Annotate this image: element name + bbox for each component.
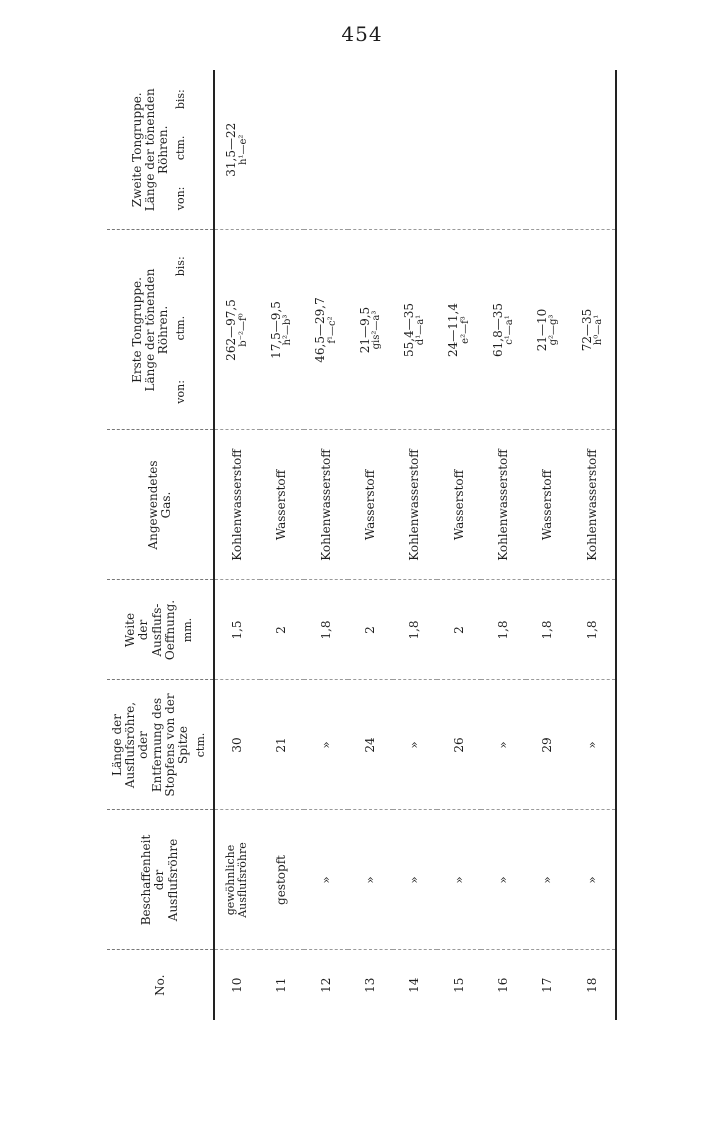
cell-beschaffenheit: gestopft bbox=[260, 810, 304, 950]
laenge-unit: ctm. bbox=[194, 732, 208, 758]
table-body bbox=[214, 70, 616, 1020]
table-row bbox=[437, 70, 481, 1020]
cell-no: 16 bbox=[496, 977, 511, 993]
cell-beschaffenheit: » bbox=[437, 810, 481, 950]
cell-zweite: 31,5—22 h¹—e² bbox=[214, 70, 260, 230]
page-number: 454 bbox=[341, 22, 383, 46]
cell-gas: Kohlenwasserstoff bbox=[570, 430, 616, 580]
cell-weite: 1,8 bbox=[304, 580, 348, 680]
table-row bbox=[393, 70, 437, 1020]
cell-no: 13 bbox=[362, 977, 377, 993]
data-table bbox=[107, 70, 617, 1020]
cell-zweite bbox=[393, 70, 437, 230]
cell-erste: 46,5—29,7 f¹—c² bbox=[304, 230, 348, 430]
cell-weite: 1,8 bbox=[570, 580, 616, 680]
cell-weite: 2 bbox=[348, 580, 392, 680]
cell-weite: 2 bbox=[260, 580, 304, 680]
cell-no: 11 bbox=[274, 977, 289, 993]
erste-units: von: ctm. bis: bbox=[174, 256, 188, 404]
cell-zweite bbox=[260, 70, 304, 230]
cell-laenge: 29 bbox=[526, 680, 570, 810]
erste-note: e²—f³ bbox=[459, 316, 471, 344]
header-erste-tongruppe: Erste Tongruppe. Länge der tönenden Röhren. von: ctm. bis: bbox=[107, 230, 214, 430]
header-zweite-tongruppe: Zweite Tongruppe. Länge der tönenden Röhren. von: ctm. bis: bbox=[107, 70, 214, 230]
cell-erste: 72—35 h⁰—a¹ bbox=[570, 230, 616, 430]
cell-beschaffenheit: » bbox=[304, 810, 348, 950]
table-row bbox=[304, 70, 348, 1020]
header-beschaffenheit: Beschaffenheit der Ausflufsröhre bbox=[107, 810, 214, 950]
cell-erste: 61,8—35 c¹—a¹ bbox=[481, 230, 525, 430]
cell-zweite bbox=[570, 70, 616, 230]
cell-laenge: » bbox=[481, 680, 525, 810]
cell-gas: Wasserstoff bbox=[260, 430, 304, 580]
table-row bbox=[260, 70, 304, 1020]
table-row bbox=[214, 70, 260, 1020]
data-table-rotated bbox=[107, 70, 617, 1020]
cell-zweite bbox=[526, 70, 570, 230]
cell-erste: 55,4—35 d¹—a¹ bbox=[393, 230, 437, 430]
cell-beschaffenheit: » bbox=[348, 810, 392, 950]
cell-beschaffenheit: gewöhnliche Ausflufsröhre bbox=[214, 810, 260, 950]
cell-no: 14 bbox=[407, 977, 422, 993]
cell-beschaffenheit: » bbox=[393, 810, 437, 950]
zweite-note: h¹—e² bbox=[237, 134, 249, 165]
header-row bbox=[107, 70, 214, 1020]
table-row bbox=[570, 70, 616, 1020]
cell-zweite bbox=[304, 70, 348, 230]
table-row bbox=[481, 70, 525, 1020]
cell-zweite bbox=[437, 70, 481, 230]
erste-note: f¹—c² bbox=[326, 316, 338, 344]
cell-erste: 17,5—9,5 h²—b³ bbox=[260, 230, 304, 430]
header-gas: Angewendetes Gas. bbox=[107, 430, 214, 580]
cell-laenge: » bbox=[304, 680, 348, 810]
erste-note: c¹—a¹ bbox=[503, 315, 515, 345]
header-no: No. bbox=[107, 950, 214, 1020]
header-laenge: Länge der Ausflufsröhre, oder Entfernung des Stopfens von der Spitze ctm. bbox=[107, 680, 214, 810]
cell-gas: Kohlenwasserstoff bbox=[393, 430, 437, 580]
cell-no: 12 bbox=[318, 977, 333, 993]
table-row bbox=[526, 70, 570, 1020]
cell-laenge: 24 bbox=[348, 680, 392, 810]
cell-no: 10 bbox=[229, 977, 244, 993]
cell-beschaffenheit: » bbox=[526, 810, 570, 950]
cell-laenge: » bbox=[570, 680, 616, 810]
erste-note: d¹—a¹ bbox=[415, 314, 427, 346]
erste-note: h⁰—a¹ bbox=[592, 314, 604, 346]
erste-note: h²—b³ bbox=[282, 314, 294, 346]
cell-gas: Wasserstoff bbox=[526, 430, 570, 580]
table-row bbox=[348, 70, 392, 1020]
erste-note: gis²—a³ bbox=[370, 310, 382, 350]
cell-beschaffenheit: » bbox=[570, 810, 616, 950]
cell-laenge: » bbox=[393, 680, 437, 810]
cell-no: 18 bbox=[570, 950, 616, 1020]
cell-gas: Kohlenwasserstoff bbox=[214, 430, 260, 580]
cell-no: 15 bbox=[451, 977, 466, 993]
cell-gas: Kohlenwasserstoff bbox=[304, 430, 348, 580]
erste-note: b⁻²—f⁰ bbox=[237, 313, 249, 347]
cell-zweite bbox=[348, 70, 392, 230]
cell-erste: 24—11,4 e²—f³ bbox=[437, 230, 481, 430]
cell-gas: Kohlenwasserstoff bbox=[481, 430, 525, 580]
cell-erste: 21—10 g²—g³ bbox=[526, 230, 570, 430]
cell-weite: 1,5 bbox=[214, 580, 260, 680]
erste-note: g²—g³ bbox=[548, 314, 560, 346]
cell-gas: Wasserstoff bbox=[348, 430, 392, 580]
cell-erste: 262—97,5 b⁻²—f⁰ bbox=[214, 230, 260, 430]
cell-zweite bbox=[481, 70, 525, 230]
zweite-units: von: ctm. bis: bbox=[174, 89, 188, 211]
cell-beschaffenheit: » bbox=[481, 810, 525, 950]
cell-erste: 21—9,5 gis²—a³ bbox=[348, 230, 392, 430]
cell-no: 17 bbox=[540, 977, 555, 993]
cell-laenge: 26 bbox=[437, 680, 481, 810]
header-weite: Weite der Ausflufs- Oeffnung. mm. bbox=[107, 580, 214, 680]
cell-laenge: 21 bbox=[260, 680, 304, 810]
weite-unit: mm. bbox=[180, 617, 194, 643]
cell-weite: 1,8 bbox=[481, 580, 525, 680]
cell-weite: 1,8 bbox=[526, 580, 570, 680]
cell-laenge: 30 bbox=[214, 680, 260, 810]
cell-weite: 1,8 bbox=[393, 580, 437, 680]
cell-weite: 2 bbox=[437, 580, 481, 680]
cell-gas: Wasserstoff bbox=[437, 430, 481, 580]
